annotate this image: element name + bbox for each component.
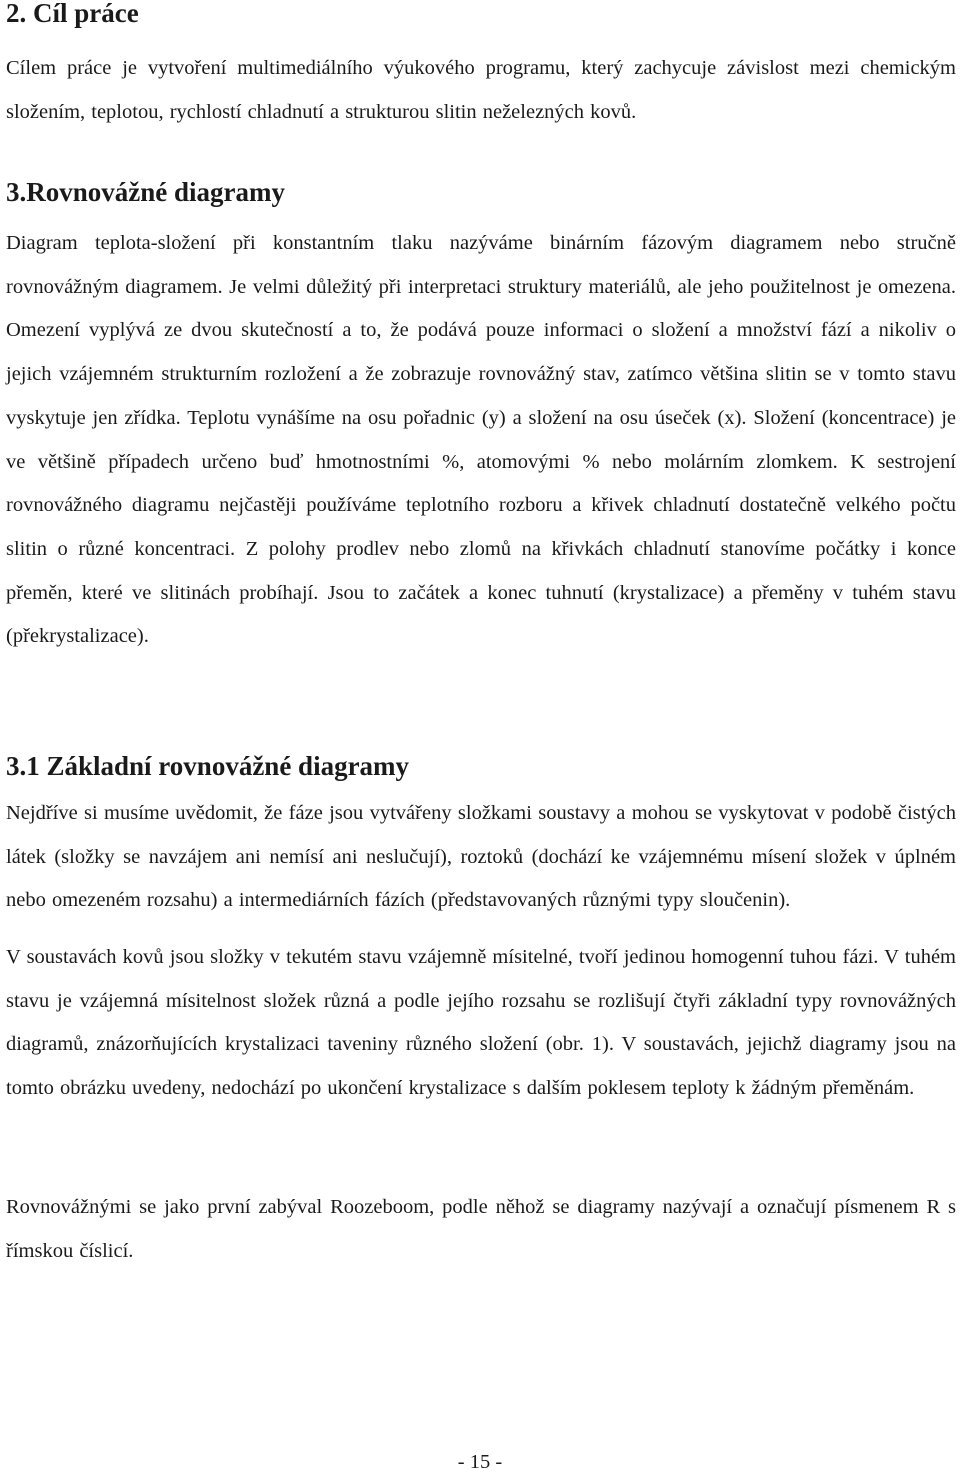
page-number: - 15 - — [457, 1451, 503, 1473]
section-3-1-paragraph-1: Nejdříve si musíme uvědomit, že fáze jsou vytvářeny složkami soustavy a mohou se vyskytovat v podobě čistých látek (složky se navzájem ani nemísí ani neslučují), roztoků (dochází ke vzájemnému mísení složek v úplném nebo omezeném rozsahu) a intermediárních fázích (představovaných různými typy sloučenin). — [6, 802, 956, 911]
section-3-1-paragraph-2: V soustavách kovů jsou složky v tekutém stavu vzájemně mísitelné, tvoří jedinou homogenní tuhou fázi. V tuhém stavu je vzájemná mísitelnost složek různá a podle jejího rozsahu se rozlišují čtyři základní typy rovnovážných diagramů, znázorňujících krystalizaci taveniny různého složení (obr. 1). V soustavách, jejichž diagramy jsou na tomto obrázku uvedeny, nedochází po ukončení krystalizace s dalším poklesem teploty k žádným přeměnám. — [6, 946, 956, 1099]
section-3-paragraph: Diagram teplota-složení při konstantním tlaku nazýváme binárním fázovým diagramem nebo stručně rovnovážným diagramem. Je velmi důležitý při interpretaci struktury materiálů, ale jeho použitelnost je omezena. Omezení vyplývá ze dvou skutečností a to, že podává pouze informaci o složení a množství fází a nikoliv o jejich vzájemném strukturním rozložení a že zobrazuje rovnovážný stav, zatímco většina slitin se v tomto stavu vyskytuje jen zřídka. Teplotu vynášíme na osu pořadnic (y) a složení na osu úseček (x). Složení (koncentrace) je ve většině případech určeno buď hmotnostními %, atomovými % nebo molárním zlomkem. K sestrojení rovnovážného diagramu nejčastěji používáme teplotního rozboru a křivek chladnutí dostatečně velkého počtu slitin o různé koncentraci. Z polohy prodlev nebo zlomů na křivkách chladnutí stanovíme počátky i konce přeměn, které ve slitinách probíhají. Jsou to začátek a konec tuhnutí (krystalizace) a přeměny v tuhém stavu (překrystalizace). — [6, 232, 956, 648]
section-2-heading: 2. Cíl práce — [6, 0, 139, 28]
section-3-heading: 3.Rovnovážné diagramy — [6, 177, 285, 207]
section-2-paragraph: Cílem práce je vytvoření multimediálního výukového programu, který zachycuje závislost mezi chemickým složením, teplotou, rychlostí chladnutí a strukturou slitin neželezných kovů. — [6, 57, 956, 123]
section-3-1-paragraph-3: Rovnovážnými se jako první zabýval Roozeboom, podle něhož se diagramy nazývají a označují písmenem R s římskou číslicí. — [6, 1196, 956, 1262]
section-3-1-heading: 3.1 Základní rovnovážné diagramy — [6, 751, 410, 781]
